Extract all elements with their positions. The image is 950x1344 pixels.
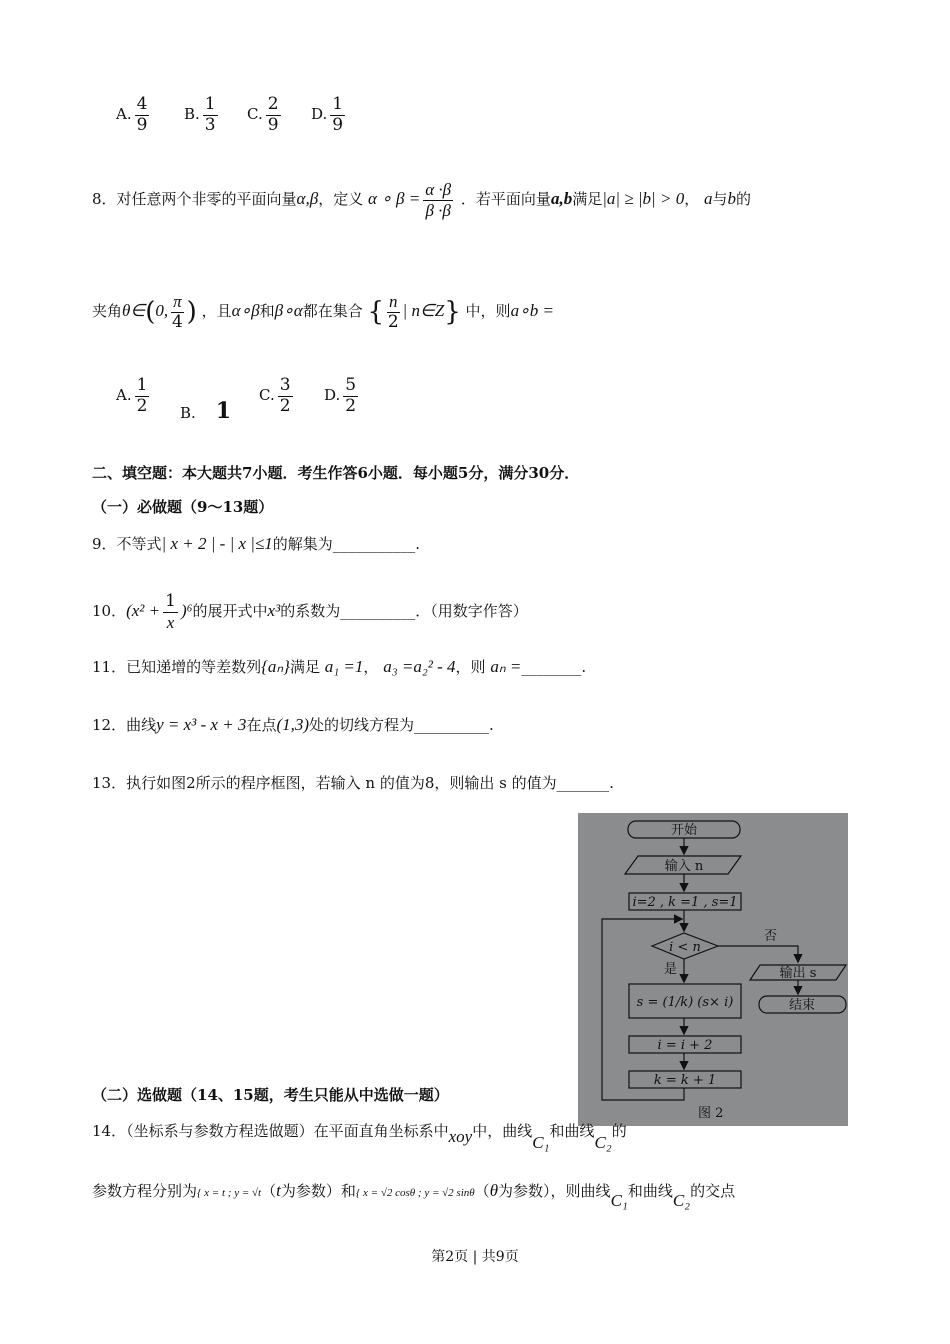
q7-option-b (184, 95, 221, 135)
fraction (343, 376, 358, 416)
q9 (92, 533, 420, 554)
num: 1 (165, 591, 176, 611)
assign-s-label: s = (1/k) (s× i) (636, 995, 734, 1010)
math: a (704, 189, 713, 209)
text: 中，则 (465, 302, 511, 321)
fraction (266, 95, 281, 135)
q7-option-a (116, 95, 152, 135)
fraction (330, 95, 345, 135)
text: 中，曲线 (472, 1122, 533, 1140)
text: 满足 (572, 190, 603, 209)
math: xoy (448, 1127, 473, 1146)
math: β∘α (274, 301, 303, 321)
text: 和曲线 (549, 1122, 595, 1140)
math: {aₙ} (261, 657, 290, 676)
math: b (727, 189, 737, 209)
text: 满足 (289, 658, 320, 676)
option-label: C. (259, 386, 275, 405)
math: (1,3) (276, 715, 310, 734)
fraction (171, 292, 184, 332)
math-system: { x = √2 cosθ ; y = √2 sinθ (355, 1187, 475, 1199)
option-label: A. (116, 386, 132, 405)
math: |a| ≥ |b| > 0 (602, 189, 685, 209)
text: 10． (92, 602, 127, 621)
q7-option-c (247, 95, 284, 135)
num: n (389, 292, 398, 311)
no-label: 否 (764, 929, 778, 944)
page-footer: 第2页 | 共9页 (431, 1249, 519, 1265)
text: ．若平面向量 (460, 190, 551, 209)
text: 的解集为___________. (272, 535, 421, 553)
den: x (166, 612, 175, 632)
text: 8．对任意两个非零的平面向量 (92, 190, 297, 209)
math: t (276, 1181, 281, 1200)
subsection-heading: （一）必做题（9～13题） (92, 498, 274, 516)
option-label: B. (184, 105, 200, 124)
text: （ (261, 1182, 277, 1200)
start-label: 开始 (670, 823, 698, 838)
math: | n∈Z (402, 301, 445, 321)
text: 14．（坐标系与参数方程选做题）在平面直角坐标系中 (92, 1122, 449, 1140)
text: 12．曲线 (92, 716, 157, 734)
text: 为参数），则曲线 (498, 1182, 611, 1200)
text: 在点 (246, 716, 277, 734)
text: 和 (259, 302, 275, 321)
math: (x² + (126, 601, 161, 621)
q8-option-d (324, 376, 361, 416)
option-label: B. (180, 404, 196, 422)
option-label: C. (247, 105, 263, 124)
text: 与 (712, 190, 728, 209)
den: 9 (267, 114, 279, 135)
end-label: 结束 (788, 998, 816, 1013)
text: ，定义 (318, 190, 364, 209)
math: α ∘ β = (367, 189, 421, 209)
math: | x + 2 | - | x |≤1 (161, 534, 273, 553)
den: 2 (387, 311, 399, 332)
math: a₁ =1 (324, 657, 364, 676)
fraction (278, 376, 293, 416)
math: x³ (267, 601, 281, 621)
num: 1 (332, 94, 344, 114)
q12 (92, 714, 494, 735)
q13: 13．执行如图2所示的程序框图，若输入 n 的值为8，则输出 s 的值为_______. (92, 774, 614, 792)
section-heading: 二、填空题：本大题共7小题．考生作答6小题．每小题5分，满分30分． (92, 464, 580, 482)
q8-option-c (259, 376, 296, 416)
text: 的 (611, 1122, 627, 1140)
text: ，且 (201, 302, 232, 321)
math: aₙ = (490, 657, 522, 676)
math: C₁ (610, 1191, 628, 1210)
option-label: D. (324, 386, 341, 405)
text: ， (363, 658, 379, 676)
den: 2 (345, 395, 357, 416)
math: α∘β (231, 301, 260, 321)
math: C₁ (532, 1133, 550, 1152)
num: 4 (136, 94, 148, 114)
num: 1 (204, 94, 216, 114)
fraction (135, 376, 150, 416)
math: y = x³ - x + 3 (156, 715, 247, 734)
den: 9 (332, 114, 344, 135)
text: （ (474, 1182, 490, 1200)
num: 1 (136, 375, 148, 395)
math: a₃ =a₂² - 4 (383, 657, 456, 676)
q8-option-a (116, 376, 152, 416)
q7-option-d (311, 95, 348, 135)
text: 和曲线 (627, 1182, 673, 1200)
text: 的展开式中 (192, 602, 268, 621)
fraction (203, 95, 218, 135)
text: 的 (736, 190, 752, 209)
increment-i-label: i = i + 2 (657, 1038, 713, 1053)
text: 9．不等式 (92, 535, 162, 553)
text: 的交点 (690, 1182, 736, 1200)
text: 的系数为__________．（用数字作答） (280, 602, 528, 621)
yes-label: 是 (664, 962, 678, 977)
option-label: A. (116, 105, 132, 124)
den: 9 (136, 114, 148, 135)
text: 为参数）和 (280, 1182, 356, 1200)
text: 参数方程分别为 (92, 1182, 198, 1200)
figure-caption: 图 2 (698, 1106, 724, 1121)
num: 2 (267, 94, 279, 114)
math: a∘b = (510, 301, 554, 321)
den: 4 (171, 311, 183, 332)
q11 (92, 656, 586, 677)
math: a,b (550, 189, 573, 209)
condition-label: i < n (669, 940, 701, 955)
num: 3 (279, 375, 291, 395)
fraction (163, 592, 178, 632)
math: α,β (296, 189, 319, 209)
fraction (135, 95, 150, 135)
math: C₂ (594, 1133, 612, 1152)
q14-line1 (92, 1120, 627, 1152)
subsection-heading-2: （二）选做题（14、15题，考生只能从中选做一题） (92, 1086, 449, 1104)
fraction (387, 292, 400, 332)
math: 0, (155, 301, 169, 321)
flowchart-figure (578, 813, 848, 1126)
math: )⁶ (180, 601, 193, 621)
value: 1 (215, 398, 232, 424)
den: 3 (204, 114, 216, 135)
den: 2 (279, 395, 291, 416)
math-system: { x = t ; y = √t (197, 1187, 262, 1199)
q8-option-b (180, 398, 231, 424)
init-label: i=2 , k =1 , s=1 (632, 895, 738, 910)
num: 5 (345, 375, 357, 395)
num: π (173, 292, 182, 311)
num: α ·β (425, 180, 452, 199)
q14-line2 (92, 1180, 736, 1210)
increment-k-label: k = k + 1 (653, 1073, 717, 1088)
text: 处的切线方程为__________. (309, 716, 494, 734)
math: θ∈ (122, 301, 146, 321)
q10 (92, 592, 528, 632)
text: 11．已知递增的等差数列 (92, 658, 262, 676)
q8-line2: 夹角θ∈(0, $\frac{\pi}{4}$ ) ，且α∘β和β∘α都在集合 { $\frac{n}{2}$ | n∈Z} 中，则a∘b = (92, 292, 554, 332)
text: ，则 (455, 658, 486, 676)
text: ， (684, 190, 700, 209)
math: C₂ (672, 1191, 691, 1210)
den: β ·β (425, 200, 451, 220)
q8-line1 (92, 180, 751, 220)
input-label: 输入 n (664, 859, 704, 874)
fraction (423, 180, 453, 220)
text: 夹角 (92, 302, 123, 321)
text: 都在集合 (302, 302, 363, 321)
math: θ (489, 1181, 499, 1200)
output-label: 输出 s (779, 966, 817, 981)
den: 2 (136, 395, 148, 416)
option-label: D. (311, 105, 328, 124)
blank: ________. (521, 658, 587, 676)
